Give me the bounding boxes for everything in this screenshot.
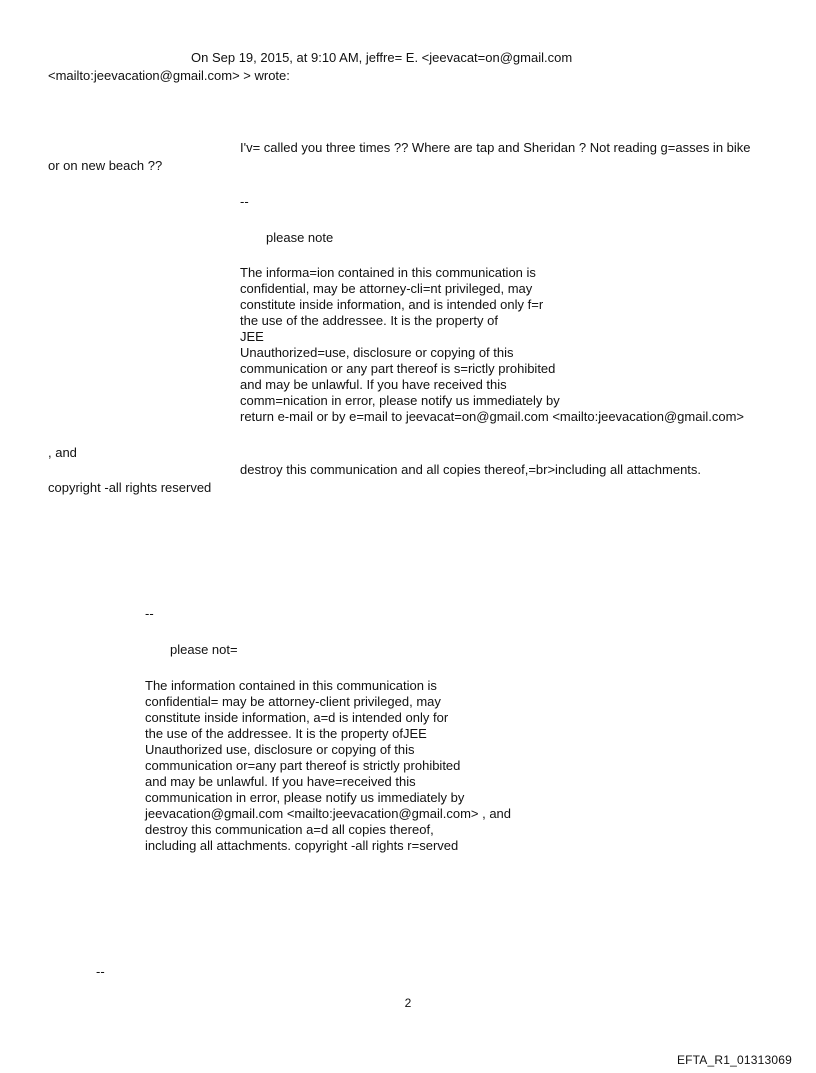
outer-notice-line: constitute inside information, a=d is intended only for bbox=[145, 710, 449, 725]
outer-notice-line: and may be unlawful. If you have=received this bbox=[145, 774, 416, 789]
outer-notice-line: the use of the addressee. It is the property ofJEE bbox=[145, 726, 427, 741]
bates-number: EFTA_R1_01313069 bbox=[676, 1053, 792, 1067]
inner-signature-note: please note bbox=[266, 230, 334, 245]
message-line-1: I'v= called you three times ?? Where are tap and Sheridan ? Not reading g=asses in bike bbox=[240, 140, 751, 155]
outer-signature-separator: -- bbox=[145, 606, 154, 621]
outer-notice-line: The information contained in this communication is bbox=[145, 678, 437, 693]
inner-notice-line: JEE bbox=[240, 329, 264, 344]
inner-notice-line: The informa=ion contained in this communication is bbox=[240, 265, 536, 280]
outer-notice-line: including all attachments. copyright -all rights r=served bbox=[145, 838, 459, 853]
outer-signature-note: please not= bbox=[170, 642, 238, 657]
inner-notice-copyright: copyright -all rights reserved bbox=[48, 480, 212, 495]
message-line-2: or on new beach ?? bbox=[48, 158, 163, 173]
outer-notice-line: communication in error, please notify us immediately by bbox=[145, 790, 465, 805]
inner-confidentiality-notice bbox=[240, 265, 744, 425]
page-number: 2 bbox=[404, 996, 412, 1010]
inner-notice-line: comm=nication in error, please notify us immediately by bbox=[240, 393, 560, 408]
inner-notice-line: Unauthorized=use, disclosure or copying of this bbox=[240, 345, 514, 360]
inner-notice-wrap-and: , and bbox=[48, 445, 77, 460]
inner-signature-separator: -- bbox=[240, 194, 249, 209]
final-separator: -- bbox=[96, 964, 105, 979]
inner-notice-line: return e-mail or by e=mail to jeevacat=on@gmail.com <mailto:jeevacation@gmail.com> bbox=[240, 409, 745, 424]
inner-notice-line: constitute inside information, and is intended only f=r bbox=[240, 297, 544, 312]
outer-notice-line: jeevacation@gmail.com <mailto:jeevacation@gmail.com> , and bbox=[145, 806, 512, 821]
outer-confidentiality-notice bbox=[145, 678, 511, 854]
inner-notice-line: confidential, may be attorney-cli=nt privileged, may bbox=[240, 281, 533, 296]
inner-notice-line: communication or any part thereof is s=rictly prohibited bbox=[240, 361, 556, 376]
inner-notice-line: the use of the addressee. It is the property of bbox=[240, 313, 498, 328]
inner-notice-destroy-line: destroy this communication and all copies thereof,=br>including all attachments. bbox=[240, 462, 702, 477]
inner-notice-line: and may be unlawful. If you have received this bbox=[240, 377, 507, 392]
outer-notice-line: destroy this communication a=d all copies thereof, bbox=[145, 822, 434, 837]
outer-notice-line: confidential= may be attorney-client privileged, may bbox=[145, 694, 441, 709]
quote-header-line-2: <mailto:jeevacation@gmail.com> > wrote: bbox=[48, 68, 290, 83]
outer-notice-line: Unauthorized use, disclosure or copying of this bbox=[145, 742, 415, 757]
quote-header-line-1: On Sep 19, 2015, at 9:10 AM, jeffre= E. <jeevacat=on@gmail.com bbox=[191, 50, 573, 65]
outer-notice-line: communication or=any part thereof is strictly prohibited bbox=[145, 758, 461, 773]
